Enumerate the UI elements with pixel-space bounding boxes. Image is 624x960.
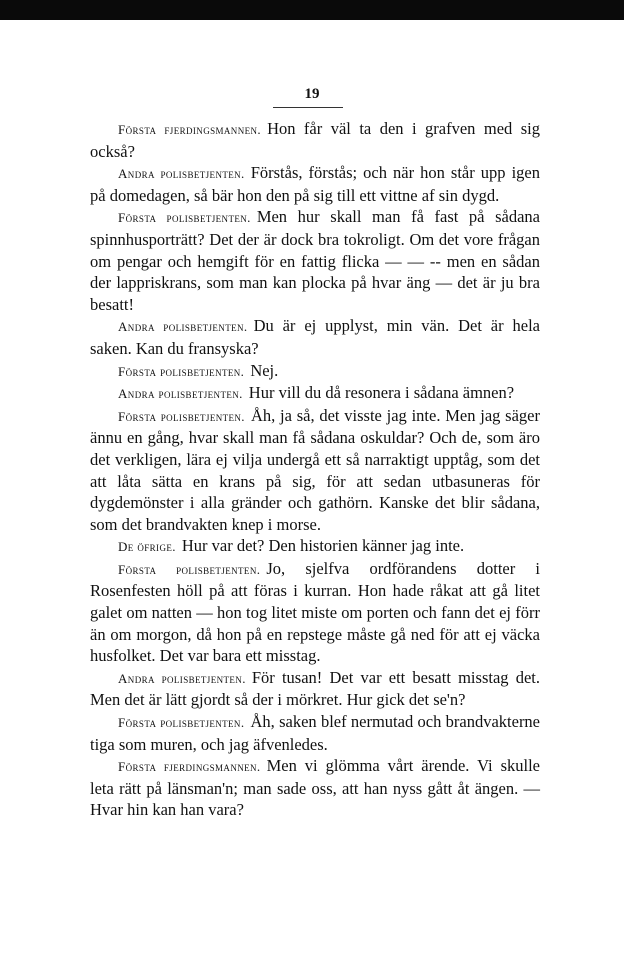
speech-text: Hur vill du då resonera i sådana ämnen? (248, 383, 515, 403)
speaker-name: Första fjerdingsmannen. (118, 122, 262, 137)
speech-text: Du är ej upplyst, min vän. Det är hela saken. Kan du fransyska? (90, 316, 540, 358)
speaker-name: Första polisbetjenten. (118, 715, 245, 731)
dialogue-paragraph (90, 118, 540, 162)
header-rule (273, 107, 343, 108)
speaker-name: Första fjerdingsmannen. (118, 759, 261, 775)
dialogue-paragraph (90, 535, 540, 558)
speaker-name: Andra polisbetjenten. (118, 319, 248, 335)
speech-text: Åh, saken blef nermutad och brandvakterne tiga som muren, och jag äfvenledes. (90, 712, 541, 754)
dialogue-paragraph (90, 558, 540, 667)
speaker-name: Första polisbetjenten. (118, 363, 245, 379)
dialogue-paragraph (90, 667, 540, 711)
speaker-name: Första polisbetjenten. (118, 210, 251, 226)
speaker-name: Andra polisbetjenten. (118, 166, 245, 182)
dialogue-paragraph (90, 360, 540, 383)
speech-text: Nej. (250, 360, 279, 380)
speech-text: Men hur skall man få fast på sådana spinnhusporträtt? Det der är dock bra tokroligt. Om det vore frågan om pengar och hemgift för en fattig flicka — — -- men en sådan der lappriskrans, som man kan plocka på hvar äng — det är ju bra besatt! (90, 207, 541, 314)
speaker-name: De öfrige. (118, 539, 176, 555)
dialogue-paragraph (90, 405, 540, 536)
dialogue-paragraph (90, 755, 540, 821)
speaker-name: Första polisbetjenten. (118, 408, 245, 424)
page-number: 19 (304, 86, 320, 102)
speaker-name: Andra polisbetjenten. (118, 386, 243, 402)
dialogue-paragraph (90, 315, 540, 359)
speech-text: Förstås, förstås; och när hon står upp igen på domedagen, så bär hon den på sig till ett vittne af sin dygd. (90, 163, 540, 205)
speech-text: Men vi glömma vårt ärende. Vi skulle leta rätt på länsman'n; man sade oss, att han nyss gått åt ängen. — Hvar hin kan han vara? (90, 756, 540, 820)
speech-text: Åh, ja så, det visste jag inte. Men jag säger ännu en gång, hvar skall man få sådana oskuldar? Och de, som äro det verkligen, lära ej vilja undergå ett så narraktigt upptåg, som det att låta sätta en krans på sig, för att sedan utbasuneras för dygdemönster i alla gränder och gathörn. Kanske det blir sådana, som det brandvakten knep i morse. (90, 405, 540, 534)
dialogue-paragraph (90, 711, 540, 755)
speech-text: Jo, sjelfva ordförandens dotter i Rosenfesten höll på att föras i kurran. Hon hade råkat att gå litet galet om natten — hon tog litet miste om porten och fann det ej förr än om morgon, då hon på en repstege måste gå ned för att ej väcka husfolket. Det var bara ett misstag. (90, 558, 541, 666)
dialogue-paragraph (90, 162, 540, 206)
dialogue-text (90, 118, 540, 821)
speech-text: Hur var det? Den historien känner jag inte. (181, 536, 465, 556)
scan-edge (0, 0, 624, 20)
speech-text: Hon får väl ta den i grafven med sig också? (90, 119, 540, 161)
speech-text: För tusan! Det var ett besatt misstag det. Men det är lätt gjordt så der i mörkret. Hur gick det se'n? (90, 667, 540, 710)
dialogue-paragraph (90, 206, 540, 315)
dialogue-paragraph (90, 382, 540, 405)
speaker-name: Första polisbetjenten. (118, 561, 261, 577)
speaker-name: Andra polisbetjenten. (118, 670, 246, 686)
